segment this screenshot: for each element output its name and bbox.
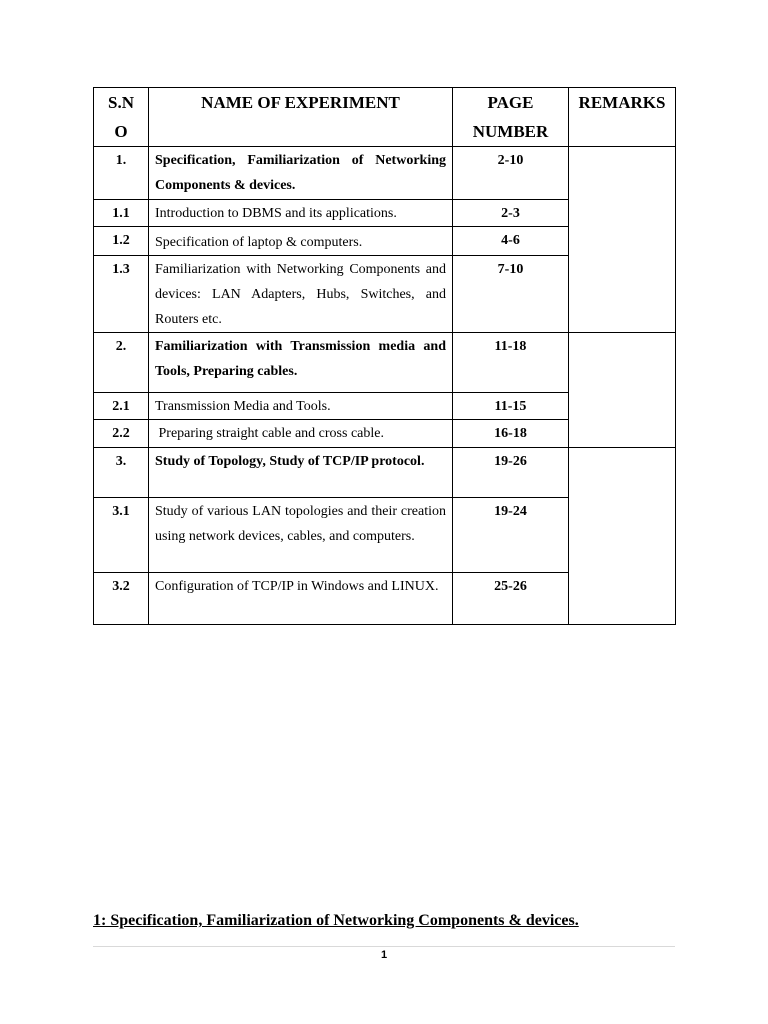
table-row [94,333,676,393]
section-heading: 1: Specification, Familiarization of Networking Components & devices. [93,912,579,929]
page-number-cell: 7-10 [453,256,569,333]
experiment-name-cell: Specification, Familiarization of Networking Components & devices. [149,147,453,200]
experiment-name-cell: Introduction to DBMS and its applications. [149,200,453,227]
table-row [94,448,676,498]
experiment-name-cell: Transmission Media and Tools. [149,393,453,420]
sno-header-line2: O [114,122,128,141]
sno-cell: 2.2 [94,420,149,448]
page-number-cell: 16-18 [453,420,569,448]
remarks-header: REMARKS [569,88,676,147]
page-number-cell: 11-18 [453,333,569,393]
page-number-header [453,88,569,147]
page-number-cell: 4-6 [453,227,569,256]
experiment-name-cell: Familiarization with Networking Components and devices: LAN Adapters, Hubs, Switches, and Routers etc. [149,256,453,333]
experiment-name-cell: Preparing straight cable and cross cable. [149,420,453,448]
page-header-line2: NUMBER [472,122,549,141]
experiment-name-cell: Familiarization with Transmission media and Tools, Preparing cables. [149,333,453,393]
table-row [94,147,676,200]
page-number-cell: 11-15 [453,393,569,420]
sno-cell: 2.1 [94,393,149,420]
experiments-table [93,87,676,625]
page-number-cell: 19-26 [453,448,569,498]
sno-cell: 3.1 [94,498,149,573]
page-number-cell: 2-3 [453,200,569,227]
experiment-name-cell: Study of various LAN topologies and their creation using network devices, cables, and computers. [149,498,453,573]
sno-cell: 3.2 [94,573,149,625]
sno-cell: 2. [94,333,149,393]
experiment-name-header: NAME OF EXPERIMENT [149,88,453,147]
sno-cell: 1.1 [94,200,149,227]
footer-divider [93,946,675,947]
remarks-cell [569,448,676,625]
sno-cell: 1.3 [94,256,149,333]
remarks-cell [569,333,676,448]
sno-cell: 1. [94,147,149,200]
sno-cell: 1.2 [94,227,149,256]
experiment-name-cell: Specification of laptop & computers. [149,227,453,256]
page-number-cell: 2-10 [453,147,569,200]
sno-cell: 3. [94,448,149,498]
page-header-line1: PAGE [487,93,534,112]
sno-header-line1: S.N [108,93,134,112]
page-number-cell: 19-24 [453,498,569,573]
page-number-cell: 25-26 [453,573,569,625]
remarks-cell [569,147,676,333]
page-number: 1 [380,949,388,961]
experiment-name-cell: Study of Topology, Study of TCP/IP protocol. [149,448,453,498]
sno-header [94,88,149,147]
table-header-row [94,88,676,147]
experiment-name-cell: Configuration of TCP/IP in Windows and LINUX. [149,573,453,625]
